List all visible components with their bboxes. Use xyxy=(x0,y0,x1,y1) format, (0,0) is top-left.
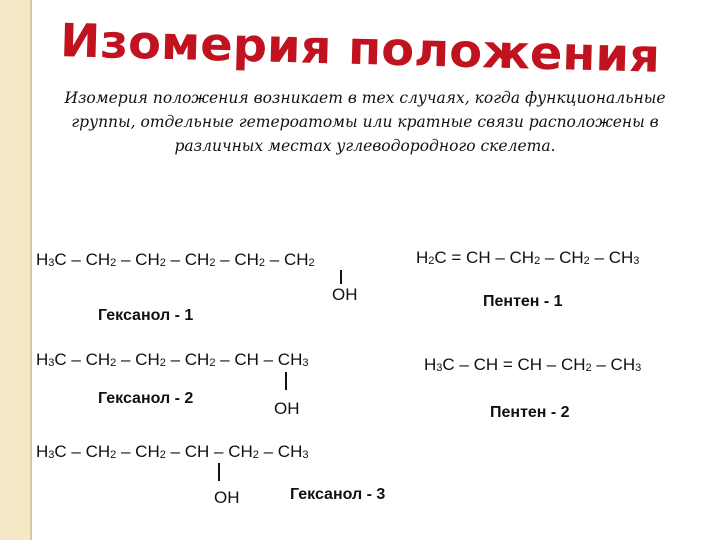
hexanol-1-oh-bond xyxy=(340,270,342,284)
hexanol-3-oh-bond xyxy=(218,463,220,481)
intro-line-1: Изомерия положения возникает в тех случаях, когда функциональные xyxy=(64,89,666,107)
pentene-1-formula: $H_2C$ = CH – $CH_2 - CH_2 - CH_3$ xyxy=(416,248,640,267)
hexanol-3-label: Гексанол - 3 xyxy=(290,486,386,503)
slide-title-wordart xyxy=(0,0,720,90)
hexanol-1-oh: OH xyxy=(332,285,358,304)
hexanol-3-oh: OH xyxy=(214,488,240,507)
hexanol-3-formula: $H_3C - CH_2 - CH_2$ – CH – $CH_2 - CH_3$ xyxy=(36,442,309,461)
intro-line-2: группы, отдельные гетероатомы или кратные связи расположены в xyxy=(71,113,659,131)
hexanol-2-formula: $H_3C - CH_2 - CH_2 - CH_2$ – CH – $CH_3$ xyxy=(36,350,309,369)
hexanol-2-label: Гексанол - 2 xyxy=(98,390,194,407)
pentene-2-label: Пентен - 2 xyxy=(490,404,570,421)
hexanol-1-label: Гексанол - 1 xyxy=(98,307,194,324)
hexanol-1-formula: $H_3C - CH_2 - CH_2 - CH_2 - CH_2 - CH_2$ xyxy=(36,250,315,269)
hexanol-2-oh: OH xyxy=(274,399,300,418)
pentene-2-formula: $H_3C$ – CH = CH – $CH_2 - CH_3$ xyxy=(424,355,642,374)
pentene-1-label: Пентен - 1 xyxy=(483,293,563,310)
slide-title: Изомерия положения xyxy=(59,13,637,83)
hexanol-2-oh-bond xyxy=(285,372,287,390)
intro-paragraph xyxy=(40,86,690,158)
intro-line-3: различных местах углеводородного скелета. xyxy=(174,137,556,155)
